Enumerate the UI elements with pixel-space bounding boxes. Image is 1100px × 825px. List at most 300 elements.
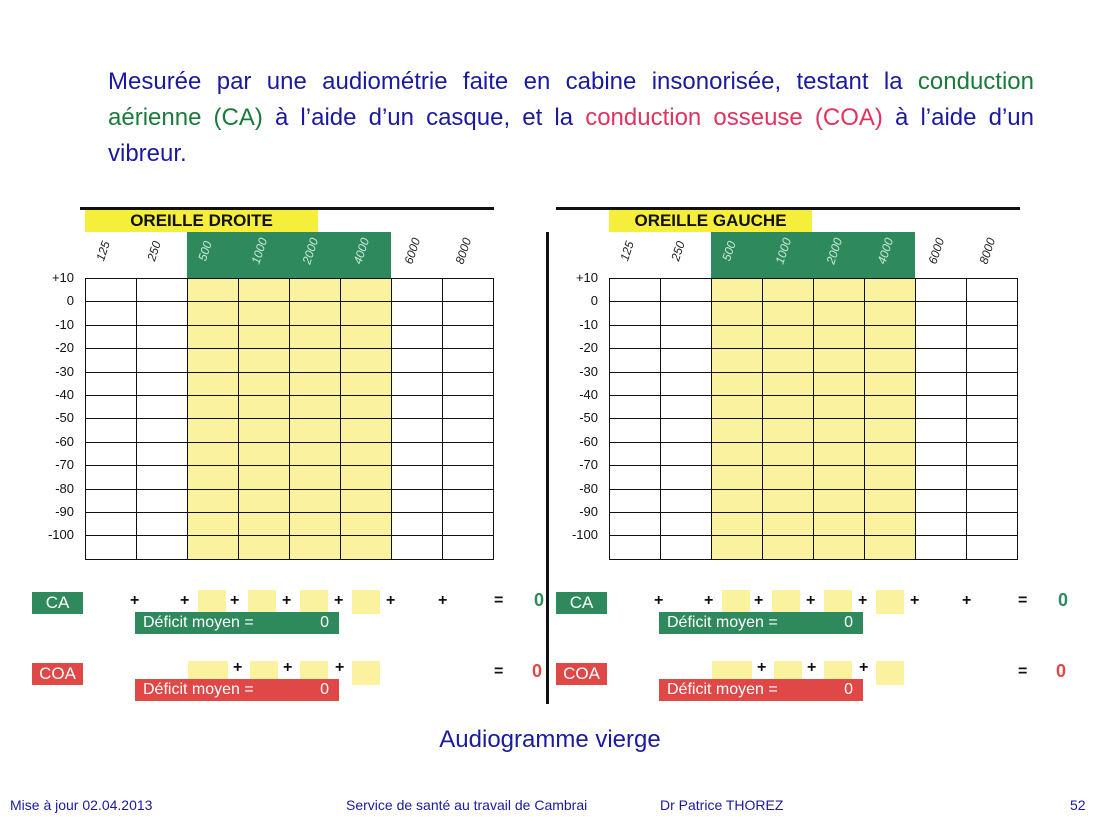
- audiogram-cell[interactable]: [391, 489, 443, 513]
- db-label: -50: [579, 410, 598, 426]
- audiogram-cell[interactable]: [340, 442, 392, 466]
- audiogram-cell[interactable]: [85, 301, 137, 325]
- coa-badge: COA: [556, 663, 607, 685]
- db-label: -90: [579, 504, 598, 519]
- audiogram-cell[interactable]: [442, 442, 494, 466]
- frequency-header: [915, 232, 966, 278]
- audiogram-cell[interactable]: [136, 395, 188, 419]
- audiogram-cell[interactable]: [136, 489, 188, 513]
- audiogram-cell[interactable]: [442, 301, 494, 325]
- audiogram-cell[interactable]: [813, 489, 865, 513]
- audiogram-cell[interactable]: [711, 535, 763, 559]
- coa-deficit-bar: [135, 679, 339, 701]
- coa-sum-result: 0: [532, 661, 543, 681]
- audiogram-cell[interactable]: [442, 348, 494, 372]
- frequency-header: [609, 232, 660, 278]
- audiogram-cell[interactable]: [711, 278, 763, 302]
- audiogram-cell[interactable]: [238, 395, 290, 419]
- db-label: -30: [55, 363, 74, 379]
- db-label: -20: [55, 340, 74, 356]
- audiogram-cell[interactable]: [609, 465, 661, 489]
- audiogram-cell[interactable]: [136, 535, 188, 559]
- audiogram-cell[interactable]: [340, 418, 392, 442]
- ca-value-box[interactable]: [248, 590, 276, 614]
- db-label: -60: [55, 433, 74, 449]
- audiogram-cell[interactable]: [660, 278, 712, 302]
- audiogram-cell[interactable]: [966, 512, 1018, 536]
- db-label: 0: [66, 293, 74, 309]
- audiogram-cell[interactable]: [660, 442, 712, 466]
- audiogram-cell[interactable]: [915, 442, 967, 466]
- audiogram-cell[interactable]: [136, 418, 188, 442]
- audiogram-cell[interactable]: [289, 395, 341, 419]
- caption: Audiogramme vierge: [439, 726, 661, 753]
- audiogram-cell[interactable]: [187, 301, 239, 325]
- frequency-header: [238, 232, 289, 278]
- audiogram-cell[interactable]: [915, 348, 967, 372]
- equals-sign: =: [1018, 592, 1028, 609]
- audiogram-cell[interactable]: [711, 512, 763, 536]
- audiogram-cell[interactable]: [238, 442, 290, 466]
- deficit-label: Déficit moyen =: [143, 614, 254, 631]
- audiogram-cell[interactable]: [813, 535, 865, 559]
- audiogram-cell[interactable]: [711, 418, 763, 442]
- audiogram-cell[interactable]: [813, 442, 865, 466]
- audiogram-cell[interactable]: [85, 278, 137, 302]
- audiogram-cell[interactable]: [391, 535, 443, 559]
- frequency-header: [660, 232, 711, 278]
- plus-sign: +: [438, 592, 448, 609]
- audiogram-left-ear: [554, 200, 1069, 710]
- audiogram-cell[interactable]: [762, 442, 814, 466]
- audiogram-cell[interactable]: [187, 442, 239, 466]
- equals-sign: =: [1018, 663, 1028, 680]
- deficit-value: 0: [844, 614, 853, 631]
- audiogram-cell[interactable]: [609, 278, 661, 302]
- audiogram-cell[interactable]: [187, 325, 239, 349]
- audiogram-cell[interactable]: [864, 301, 916, 325]
- audiogram-cell[interactable]: [85, 489, 137, 513]
- audiogram-cell[interactable]: [289, 489, 341, 513]
- audiogram-cell[interactable]: [136, 442, 188, 466]
- db-label: -30: [579, 363, 598, 379]
- plus-sign: +: [130, 592, 140, 609]
- audiogram-cell[interactable]: [238, 535, 290, 559]
- audiogram-cell[interactable]: [915, 512, 967, 536]
- audiogram-cell[interactable]: [187, 372, 239, 396]
- plus-sign: +: [807, 659, 817, 676]
- audiogram-cell[interactable]: [966, 278, 1018, 302]
- plus-sign: +: [754, 592, 764, 609]
- audiogram-cell[interactable]: [187, 465, 239, 489]
- plus-sign: +: [233, 659, 243, 676]
- audiogram-cell[interactable]: [966, 301, 1018, 325]
- db-label: +10: [51, 270, 74, 285]
- audiogram-cell[interactable]: [762, 418, 814, 442]
- plus-sign: +: [806, 592, 816, 609]
- plus-sign: +: [282, 592, 292, 609]
- frequency-header: [391, 232, 442, 278]
- db-label: -80: [579, 480, 598, 496]
- audiogram-cell[interactable]: [915, 465, 967, 489]
- audiogram-cell[interactable]: [711, 372, 763, 396]
- panel-divider: [546, 232, 549, 704]
- audiogram-cell[interactable]: [238, 278, 290, 302]
- ca-value-box[interactable]: [722, 590, 750, 614]
- audiogram-cell[interactable]: [238, 489, 290, 513]
- audiogram-cell[interactable]: [813, 348, 865, 372]
- audiogram-cell[interactable]: [442, 465, 494, 489]
- audiogram-cell[interactable]: [864, 418, 916, 442]
- audiogram-cell[interactable]: [966, 348, 1018, 372]
- audiogram-cell[interactable]: [340, 301, 392, 325]
- ca-value-box[interactable]: [876, 590, 904, 614]
- intro-part-3: à l’aide d’un vibreur.: [108, 104, 1034, 167]
- plus-sign: +: [335, 659, 345, 676]
- audiogram-cell[interactable]: [340, 372, 392, 396]
- coa-badge: COA: [32, 663, 83, 685]
- frequency-label: 1000: [248, 236, 271, 266]
- coa-value-box[interactable]: [876, 661, 904, 685]
- audiogram-cell[interactable]: [609, 418, 661, 442]
- audiogram-cell[interactable]: [136, 512, 188, 536]
- audiogram-cell[interactable]: [813, 465, 865, 489]
- audiogram-cell[interactable]: [340, 348, 392, 372]
- plus-sign: +: [230, 592, 240, 609]
- audiogram-cell[interactable]: [864, 325, 916, 349]
- audiogram-cell[interactable]: [289, 372, 341, 396]
- frequency-header: [711, 232, 762, 278]
- audiogram-cell[interactable]: [442, 512, 494, 536]
- audiogram-cell[interactable]: [238, 348, 290, 372]
- ca-value-box[interactable]: [824, 590, 852, 614]
- footer-page-number: 52: [1070, 797, 1086, 813]
- audiogram-cell[interactable]: [85, 325, 137, 349]
- audiogram-cell[interactable]: [136, 278, 188, 302]
- frequency-label: 250: [144, 239, 164, 263]
- audiogram-cell[interactable]: [660, 535, 712, 559]
- audiogram-cell[interactable]: [340, 512, 392, 536]
- footer-service: Service de santé au travail de Cambrai: [346, 797, 588, 813]
- audiogram-cell[interactable]: [609, 372, 661, 396]
- frequency-label: 125: [617, 239, 637, 263]
- audiogram-cell[interactable]: [136, 301, 188, 325]
- audiogram-cell[interactable]: [762, 512, 814, 536]
- frequency-label: 1000: [772, 236, 795, 266]
- audiogram-cell[interactable]: [391, 465, 443, 489]
- audiogram-cell[interactable]: [85, 395, 137, 419]
- audiogram-cell[interactable]: [660, 465, 712, 489]
- audiogram-cell[interactable]: [136, 325, 188, 349]
- audiogram-cell[interactable]: [966, 465, 1018, 489]
- audiogram-cell[interactable]: [660, 348, 712, 372]
- db-label: -40: [55, 387, 74, 402]
- audiogram-cell[interactable]: [136, 372, 188, 396]
- audiogram-cell[interactable]: [864, 512, 916, 536]
- audiogram-cell[interactable]: [864, 278, 916, 302]
- audiogram-cell[interactable]: [660, 512, 712, 536]
- deficit-label: Déficit moyen =: [143, 681, 254, 698]
- frequency-label: 4000: [350, 236, 373, 266]
- audiogram-cell[interactable]: [915, 325, 967, 349]
- intro-coa-text: conduction osseuse (COA): [585, 104, 883, 131]
- audiogram-cell[interactable]: [915, 489, 967, 513]
- audiogram-cell[interactable]: [915, 395, 967, 419]
- frequency-label: 250: [668, 239, 688, 263]
- plus-sign: +: [910, 592, 920, 609]
- audiogram-cell[interactable]: [609, 301, 661, 325]
- audiogram-cell[interactable]: [391, 301, 443, 325]
- audiogram-cell[interactable]: [391, 325, 443, 349]
- audiogram-cell[interactable]: [966, 372, 1018, 396]
- intro-text: [108, 64, 1034, 172]
- audiogram-cell[interactable]: [711, 442, 763, 466]
- footer-update: Mise à jour 02.04.2013: [10, 797, 153, 813]
- audiogram-cell[interactable]: [966, 325, 1018, 349]
- audiogram-cell[interactable]: [660, 301, 712, 325]
- audiogram-cell[interactable]: [289, 465, 341, 489]
- audiogram-cell[interactable]: [187, 418, 239, 442]
- audiogram-cell[interactable]: [85, 442, 137, 466]
- ca-sum-result: 0: [534, 590, 545, 610]
- audiogram-cell[interactable]: [609, 395, 661, 419]
- audiogram-cell[interactable]: [289, 442, 341, 466]
- audiogram-cell[interactable]: [136, 465, 188, 489]
- audiogram-cell[interactable]: [813, 512, 865, 536]
- frequency-header: [762, 232, 813, 278]
- plus-sign: +: [283, 659, 293, 676]
- deficit-label: Déficit moyen =: [667, 681, 778, 698]
- audiogram-cell[interactable]: [442, 418, 494, 442]
- plus-sign: +: [654, 592, 664, 609]
- audiogram-cell[interactable]: [609, 489, 661, 513]
- audiogram-cell[interactable]: [391, 278, 443, 302]
- audiogram-cell[interactable]: [340, 278, 392, 302]
- ca-badge: CA: [32, 592, 83, 614]
- frequency-label: 500: [195, 239, 215, 263]
- ca-value-box[interactable]: [198, 590, 226, 614]
- frequency-label: 6000: [925, 236, 948, 266]
- audiogram-cell[interactable]: [609, 348, 661, 372]
- audiogram-cell[interactable]: [442, 278, 494, 302]
- audiogram-cell[interactable]: [238, 372, 290, 396]
- plus-sign: +: [859, 659, 869, 676]
- audiogram-cell[interactable]: [609, 535, 661, 559]
- ca-badge: CA: [556, 592, 607, 614]
- audiogram-cell[interactable]: [915, 535, 967, 559]
- plus-sign: +: [386, 592, 396, 609]
- audiogram-cell[interactable]: [711, 348, 763, 372]
- audiogram-cell[interactable]: [609, 512, 661, 536]
- ca-deficit-bar: [135, 612, 339, 634]
- audiogram-cell[interactable]: [442, 325, 494, 349]
- audiogram-cell[interactable]: [340, 395, 392, 419]
- audiogram-cell[interactable]: [762, 535, 814, 559]
- audiogram-cell[interactable]: [85, 512, 137, 536]
- audiogram-cell[interactable]: [711, 325, 763, 349]
- coa-value-box[interactable]: [352, 661, 380, 685]
- audiogram-cell[interactable]: [289, 418, 341, 442]
- audiogram-cell[interactable]: [442, 489, 494, 513]
- ca-sum-result: 0: [1058, 590, 1069, 610]
- equals-sign: =: [494, 663, 504, 680]
- frequency-header: [187, 232, 238, 278]
- audiogram-cell[interactable]: [238, 418, 290, 442]
- audiogram-cell[interactable]: [340, 489, 392, 513]
- audiogram-cell[interactable]: [864, 489, 916, 513]
- audiogram-cell[interactable]: [391, 395, 443, 419]
- ca-value-box[interactable]: [352, 590, 380, 614]
- audiogram-cell[interactable]: [762, 372, 814, 396]
- audiogram-cell[interactable]: [136, 348, 188, 372]
- audiogram-cell[interactable]: [340, 325, 392, 349]
- audiogram-cell[interactable]: [813, 418, 865, 442]
- audiogram-cell[interactable]: [762, 465, 814, 489]
- audiogram-cell[interactable]: [391, 372, 443, 396]
- audiogram-cell[interactable]: [660, 325, 712, 349]
- audiogram-cell[interactable]: [238, 325, 290, 349]
- audiogram-cell[interactable]: [442, 535, 494, 559]
- audiogram-cell[interactable]: [289, 325, 341, 349]
- audiogram-cell[interactable]: [813, 325, 865, 349]
- frequency-label: 2000: [823, 236, 846, 266]
- audiogram-cell[interactable]: [966, 418, 1018, 442]
- audiogram-cell[interactable]: [864, 442, 916, 466]
- audiogram-cell[interactable]: [711, 465, 763, 489]
- frequency-header: [340, 232, 391, 278]
- ca-value-box[interactable]: [772, 590, 800, 614]
- audiogram-cell[interactable]: [915, 301, 967, 325]
- db-label: -100: [47, 527, 74, 543]
- audiogram-cell[interactable]: [187, 348, 239, 372]
- audiogram-cell[interactable]: [762, 278, 814, 302]
- audiogram-cell[interactable]: [711, 301, 763, 325]
- audiogram-cell[interactable]: [609, 325, 661, 349]
- audiogram-cell[interactable]: [442, 395, 494, 419]
- audiogram-cell[interactable]: [660, 489, 712, 513]
- audiogram-cell[interactable]: [864, 348, 916, 372]
- audiogram-cell[interactable]: [762, 301, 814, 325]
- audiogram-cell[interactable]: [85, 372, 137, 396]
- audiogram-cell[interactable]: [915, 278, 967, 302]
- coa-deficit-bar: [659, 679, 863, 701]
- audiogram-cell[interactable]: [289, 512, 341, 536]
- audiogram-cell[interactable]: [85, 465, 137, 489]
- audiogram-cell[interactable]: [966, 442, 1018, 466]
- db-label: -80: [55, 480, 74, 496]
- plus-sign: +: [962, 592, 972, 609]
- db-label: -60: [579, 433, 598, 449]
- db-label: -70: [55, 457, 74, 473]
- audiogram-cell[interactable]: [864, 465, 916, 489]
- audiogram-cell[interactable]: [187, 395, 239, 419]
- audiogram-cell[interactable]: [340, 535, 392, 559]
- audiogram-cell[interactable]: [340, 465, 392, 489]
- audiogram-cell[interactable]: [762, 325, 814, 349]
- audiogram-cell[interactable]: [711, 489, 763, 513]
- equals-sign: =: [494, 592, 504, 609]
- footer-author: Dr Patrice THOREZ: [660, 797, 784, 813]
- plus-sign: +: [334, 592, 344, 609]
- audiogram-cell[interactable]: [660, 395, 712, 419]
- audiogram-cell[interactable]: [85, 348, 137, 372]
- audiogram-cell[interactable]: [966, 535, 1018, 559]
- db-label: -100: [571, 527, 598, 543]
- audiogram-cell[interactable]: [85, 535, 137, 559]
- audiogram-cell[interactable]: [966, 489, 1018, 513]
- db-label: +10: [575, 270, 598, 285]
- audiogram-cell[interactable]: [289, 301, 341, 325]
- audiogram-cell[interactable]: [391, 442, 443, 466]
- plus-sign: +: [180, 592, 190, 609]
- audiogram-cell[interactable]: [915, 418, 967, 442]
- ear-title: OREILLE DROITE: [85, 210, 318, 232]
- audiogram-cell[interactable]: [966, 395, 1018, 419]
- db-label: 0: [590, 293, 598, 309]
- audiogram-cell[interactable]: [762, 395, 814, 419]
- audiogram-cell[interactable]: [187, 512, 239, 536]
- audiogram-cell[interactable]: [187, 489, 239, 513]
- frequency-label: 4000: [874, 236, 897, 266]
- audiogram-cell[interactable]: [660, 372, 712, 396]
- frequency-header: [85, 232, 136, 278]
- audiogram-cell[interactable]: [238, 465, 290, 489]
- audiogram-cell[interactable]: [187, 535, 239, 559]
- audiogram-cell[interactable]: [85, 418, 137, 442]
- db-label: -10: [55, 316, 74, 332]
- audiogram-cell[interactable]: [813, 372, 865, 396]
- audiogram-cell[interactable]: [238, 301, 290, 325]
- db-label: -10: [579, 316, 598, 332]
- audiogram-cell[interactable]: [289, 535, 341, 559]
- audiogram-cell[interactable]: [813, 395, 865, 419]
- audiogram-cell[interactable]: [864, 535, 916, 559]
- plus-sign: +: [704, 592, 714, 609]
- audiogram-cell[interactable]: [289, 348, 341, 372]
- audiogram-cell[interactable]: [660, 418, 712, 442]
- audiogram-cell[interactable]: [391, 418, 443, 442]
- audiogram-cell[interactable]: [391, 512, 443, 536]
- audiogram-cell[interactable]: [762, 348, 814, 372]
- intro-ca-text: conduction aérienne (CA): [108, 68, 1034, 131]
- audiogram-cell[interactable]: [711, 395, 763, 419]
- audiogram-cell[interactable]: [238, 512, 290, 536]
- ca-value-box[interactable]: [300, 590, 328, 614]
- audiogram-cell[interactable]: [442, 372, 494, 396]
- audiogram-cell[interactable]: [609, 442, 661, 466]
- audiogram-cell[interactable]: [813, 278, 865, 302]
- frequency-header: [442, 232, 493, 278]
- audiogram-cell[interactable]: [915, 372, 967, 396]
- audiogram-cell[interactable]: [187, 278, 239, 302]
- frequency-label: 2000: [299, 236, 322, 266]
- frequency-label: 500: [719, 239, 739, 263]
- frequency-header: [813, 232, 864, 278]
- audiogram-cell[interactable]: [762, 489, 814, 513]
- audiogram-cell[interactable]: [289, 278, 341, 302]
- frequency-header: [864, 232, 915, 278]
- audiogram-cell[interactable]: [864, 395, 916, 419]
- db-label: -50: [55, 410, 74, 426]
- frequency-header: [966, 232, 1017, 278]
- db-label: -20: [579, 340, 598, 356]
- frequency-header: [289, 232, 340, 278]
- frequency-label: 6000: [401, 236, 424, 266]
- audiogram-cell[interactable]: [391, 348, 443, 372]
- frequency-label: 8000: [452, 236, 475, 266]
- audiogram-cell[interactable]: [813, 301, 865, 325]
- audiogram-cell[interactable]: [864, 372, 916, 396]
